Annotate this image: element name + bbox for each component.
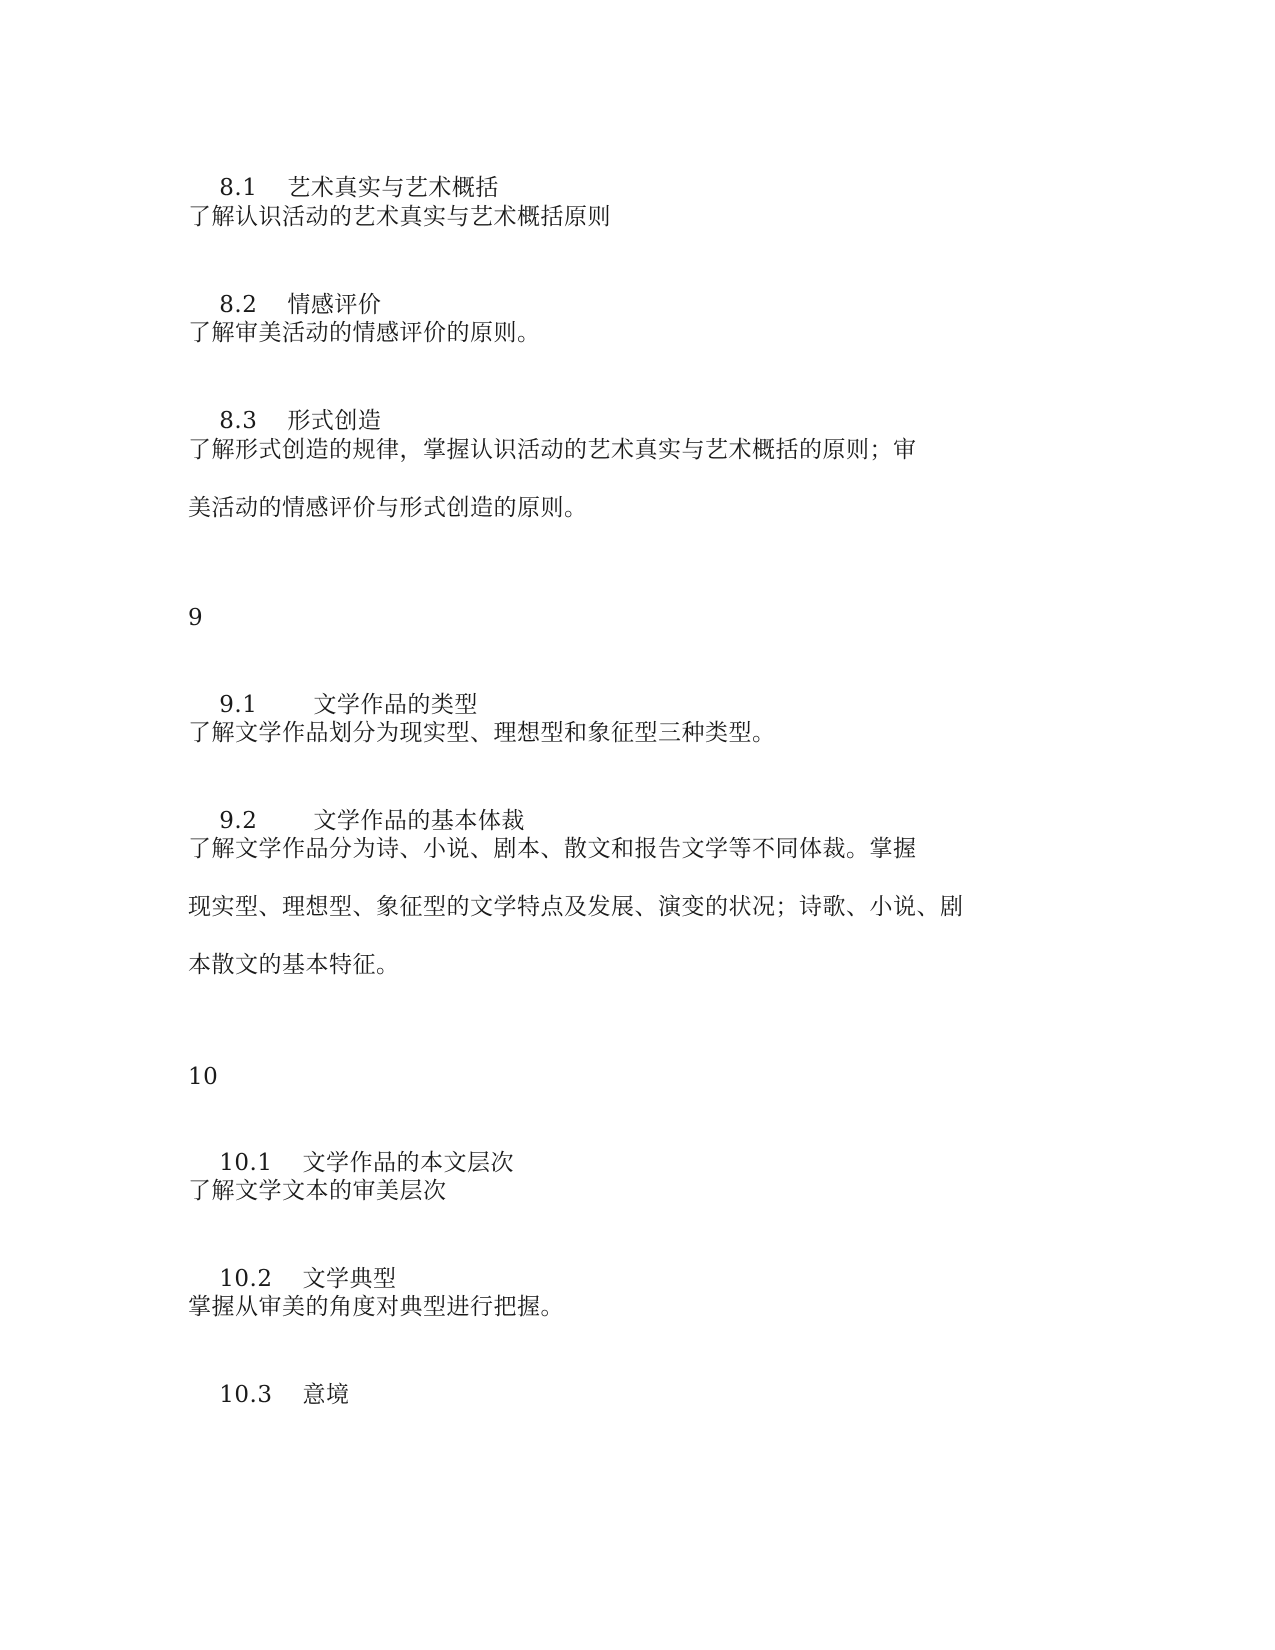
- subsection-title: 文学作品的基本体裁: [313, 808, 525, 834]
- subsection-number: 8.3: [219, 408, 258, 434]
- paragraph-line: 了解文学作品划分为现实型、理想型和象征型三种类型。: [188, 720, 776, 746]
- subsection-title: 意境: [302, 1382, 350, 1408]
- paragraph-line: 了解认识活动的艺术真实与艺术概括原则: [188, 204, 611, 230]
- subsection-number: 8.2: [219, 292, 258, 318]
- subsection-title: 情感评价: [287, 292, 382, 318]
- section-number: 9: [188, 605, 204, 631]
- subsection-title: 形式创造: [287, 408, 382, 434]
- paragraph-line: 现实型、理想型、象征型的文学特点及发展、演变的状况；诗歌、小说、剧: [188, 894, 964, 920]
- subsection-number: 9.2: [219, 808, 258, 834]
- subsection-title: 文学作品的本文层次: [302, 1150, 514, 1176]
- subsection-heading: [188, 1350, 349, 1440]
- subsection-number: 10.2: [219, 1266, 273, 1292]
- paragraph-line: 本散文的基本特征。: [188, 952, 400, 978]
- subsection-title: 艺术真实与艺术概括: [287, 175, 499, 201]
- paragraph-line: 美活动的情感评价与形式创造的原则。: [188, 495, 588, 521]
- paragraph-line: 了解审美活动的情感评价的原则。: [188, 320, 541, 346]
- subsection-title: 文学典型: [302, 1266, 397, 1292]
- paragraph-line: 了解形式创造的规律，掌握认识活动的艺术真实与艺术概括的原则；审: [188, 437, 917, 463]
- subsection-number: 10.1: [219, 1150, 273, 1176]
- subsection-number: 10.3: [219, 1382, 273, 1408]
- paragraph-line: 了解文学文本的审美层次: [188, 1178, 447, 1204]
- paragraph-line: 掌握从审美的角度对典型进行把握。: [188, 1294, 564, 1320]
- subsection-number: 9.1: [219, 692, 258, 718]
- subsection-number: 8.1: [219, 175, 258, 201]
- section-number: 10: [188, 1064, 219, 1090]
- subsection-title: 文学作品的类型: [313, 692, 478, 718]
- paragraph-line: 了解文学作品分为诗、小说、剧本、散文和报告文学等不同体裁。掌握: [188, 836, 917, 862]
